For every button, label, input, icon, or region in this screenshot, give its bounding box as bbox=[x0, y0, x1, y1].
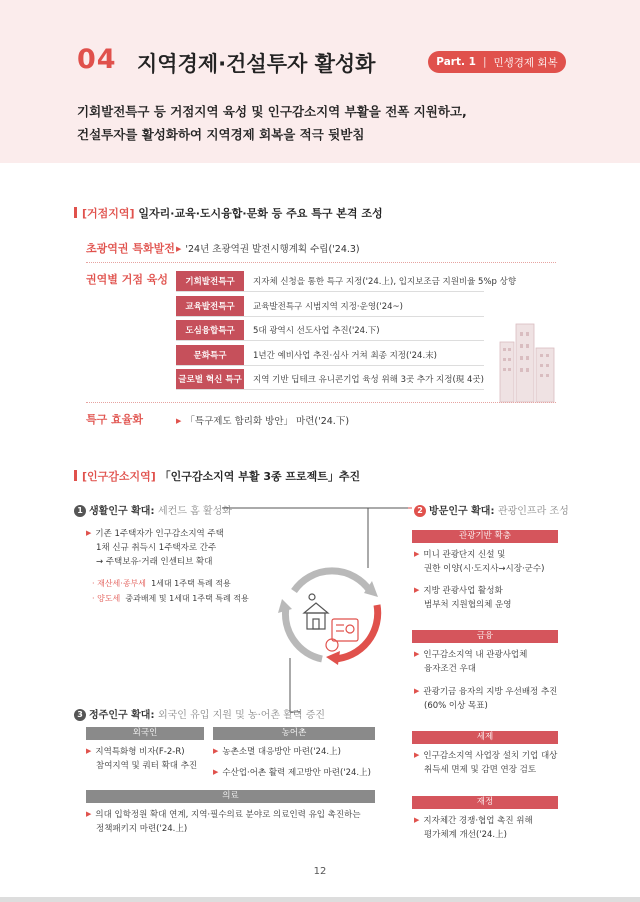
bottom-border bbox=[0, 897, 640, 902]
group-2-item-line: 권한 이양(시·도지사→시장·군수) bbox=[424, 564, 545, 574]
triangle-bullet-icon: ▶ bbox=[414, 687, 420, 695]
hub-heading-text: 일자리·교육·도시융합·문화 등 주요 특구 본격 조성 bbox=[138, 207, 383, 220]
group-2-item-line: (60% 이상 목표) bbox=[424, 701, 488, 711]
hub-row1-text: '24년 초광역권 발전시행계획 수립('24.3) bbox=[185, 244, 360, 255]
hub-row1-label: 초광역권 특화발전 bbox=[86, 242, 175, 255]
group-2-bar-tax: 세제 bbox=[412, 731, 558, 744]
section-number: 04 bbox=[77, 44, 117, 75]
tax-item-2 bbox=[92, 593, 249, 604]
group-3-rural-body bbox=[213, 744, 371, 780]
section-title: 지역경제·건설투자 활성화 bbox=[137, 52, 376, 76]
group-2-subtitle: 관광인프라 조성 bbox=[497, 506, 569, 517]
hub-table-value: 1년간 예비사업 추진·심사 거쳐 최종 지정('24.末) bbox=[253, 351, 437, 361]
group-number-badge: 3 bbox=[74, 709, 86, 721]
group-2-item-line: 범부처 지원협의체 운영 bbox=[424, 600, 512, 610]
group-1-title-text: 생활인구 확대: bbox=[89, 506, 155, 517]
group-2-item-line: ▶ 지방 관광사업 활성화 bbox=[414, 586, 503, 596]
group-2-item bbox=[414, 647, 527, 676]
triangle-bullet-icon: ▶ bbox=[414, 751, 420, 759]
tax-item-1-key: · 재산세·종부세 bbox=[92, 579, 146, 588]
triangle-bullet-icon: ▶ bbox=[176, 245, 182, 253]
group-2-item bbox=[414, 547, 544, 576]
group-number-badge: 2 bbox=[414, 505, 426, 517]
group-2-item bbox=[414, 583, 512, 612]
group-3-medical-body bbox=[86, 807, 361, 836]
triangle-bullet-icon: ▶ bbox=[414, 816, 420, 824]
group-3-title-text: 정주인구 확대: bbox=[89, 710, 155, 721]
group-2-title bbox=[414, 502, 569, 517]
intro-line-1: 기회발전특구 등 거점지역 육성 및 인구감소지역 부활을 전폭 지원하고, bbox=[77, 104, 467, 119]
tax-item-2-key: · 양도세 bbox=[92, 594, 121, 603]
pop-heading-text: 「인구감소지역 부활 3종 프로젝트」추진 bbox=[159, 470, 361, 483]
medical-line-2: 정책패키지 마련('24.上) bbox=[96, 824, 188, 834]
group-2-item-line: ▶ 인구감소지역 내 관광사업체 bbox=[414, 650, 528, 660]
group-2-item-line: ▶ 미니 관광단지 신설 및 bbox=[414, 550, 506, 560]
hub-tag: [거점지역] bbox=[82, 207, 135, 220]
part-name: 민생경제 회복 bbox=[493, 56, 558, 69]
page-number: 12 bbox=[313, 866, 327, 877]
group-3-bar-medical: 의료 bbox=[86, 790, 375, 803]
hub-row3-label: 특구 효율화 bbox=[86, 413, 143, 426]
group-3-bar-foreign: 외국인 bbox=[86, 727, 204, 740]
group-3-title bbox=[74, 706, 325, 721]
tax-item-2-value: 중과배제 및 1세대 1주택 특례 적용 bbox=[125, 594, 249, 603]
group-2-item-line: 취득세 면제 및 감면 연장 검토 bbox=[424, 765, 537, 775]
group-1-line-2: 1채 신규 취득시 1주택자로 간주 bbox=[96, 543, 217, 553]
hub-table-key: 문화특구 bbox=[176, 345, 244, 365]
hub-row3-text: 「특구제도 합리화 방안」 마련('24.下) bbox=[185, 416, 350, 427]
group-1-title bbox=[74, 502, 232, 517]
hub-table-value: 지역 기반 딥테크 유니콘기업 육성 위해 3곳 추가 지정(現 4곳) bbox=[253, 375, 484, 385]
group-2-item-line: ▶ 지자체간 경쟁·협업 촉진 위해 bbox=[414, 816, 533, 826]
group-2-item-line: ▶ 인구감소지역 사업장 설치 기업 대상 bbox=[414, 751, 558, 761]
medical-line-1: 의대 입학정원 확대 연계, 지역·필수의료 분야로 의료인력 유입 촉진하는 bbox=[95, 810, 361, 820]
hub-table-value: 지자체 신청을 통한 특구 지정('24.上), 입지보조금 지원비율 5%p 상향 bbox=[253, 277, 517, 287]
hub-table-key: 글로벌 혁신 특구 bbox=[176, 369, 244, 389]
group-2-bar-finance: 금융 bbox=[412, 630, 558, 643]
cycle-illustration-icon bbox=[272, 553, 392, 673]
part-label: Part. 1 bbox=[436, 56, 476, 68]
group-2-title-text: 방문인구 확대: bbox=[429, 506, 495, 517]
group-2-item-line: ▶ 관광기금 융자의 지방 우선배정 추진 bbox=[414, 687, 558, 697]
hub-table-value: 5대 광역시 선도사업 추진('24.下) bbox=[253, 326, 380, 336]
hub-table-key: 도심융합특구 bbox=[176, 320, 244, 340]
group-2-item bbox=[414, 684, 557, 713]
intro-line-2: 건설투자를 활성화하여 지역경제 회복을 적극 뒷받침 bbox=[77, 127, 365, 142]
group-1-body bbox=[86, 526, 224, 569]
group-2-item-line: 융자조건 우대 bbox=[424, 664, 476, 674]
group-2-bar-tourism: 관광기반 확충 bbox=[412, 530, 558, 543]
group-1-line-3: → 주택보유·거래 인센티브 확대 bbox=[96, 557, 213, 567]
triangle-bullet-icon: ▶ bbox=[86, 747, 92, 755]
group-2-item bbox=[414, 748, 557, 777]
rural-item-1: 농촌소멸 대응방안 마련('24.上) bbox=[222, 747, 341, 757]
hub-row2-label: 권역별 거점 육성 bbox=[86, 273, 169, 286]
tax-item-1-value: 1세대 1주택 특례 적용 bbox=[151, 579, 231, 588]
triangle-bullet-icon: ▶ bbox=[213, 747, 219, 755]
tax-item-1 bbox=[92, 578, 231, 589]
group-1-line-1: 기존 1주택자가 인구감소지역 주택 bbox=[95, 529, 224, 539]
triangle-bullet-icon: ▶ bbox=[414, 650, 420, 658]
hub-table-key: 기회발전특구 bbox=[176, 271, 244, 291]
group-2-item-line: 평가체계 개선('24.上) bbox=[424, 830, 507, 840]
group-number-badge: 1 bbox=[74, 505, 86, 517]
rural-item-2: 수산업·어촌 활력 제고방안 마련('24.上) bbox=[222, 768, 371, 778]
triangle-bullet-icon: ▶ bbox=[213, 768, 219, 776]
group-3-subtitle: 외국인 유입 지원 및 농·어촌 활력 증진 bbox=[157, 710, 326, 721]
group-3-foreign-body bbox=[86, 744, 197, 773]
group-2-item bbox=[414, 813, 533, 842]
triangle-bullet-icon: ▶ bbox=[176, 417, 182, 425]
group-3-bar-rural: 농어촌 bbox=[213, 727, 375, 740]
triangle-bullet-icon: ▶ bbox=[86, 529, 92, 537]
group-1-subtitle: 세컨드 홈 활성화 bbox=[157, 506, 232, 517]
hub-table-value: 교육발전특구 시범지역 지정·운영('24~) bbox=[253, 302, 403, 312]
triangle-bullet-icon: ▶ bbox=[414, 586, 420, 594]
group-2-bar-fiscal: 재정 bbox=[412, 796, 558, 809]
foreign-line-1: 지역특화형 비자(F-2-R) bbox=[95, 747, 185, 757]
pop-tag: [인구감소지역] bbox=[82, 470, 156, 483]
triangle-bullet-icon: ▶ bbox=[86, 810, 92, 818]
hub-table-key: 교육발전특구 bbox=[176, 296, 244, 316]
foreign-line-2: 참여지역 및 쿼터 확대 추진 bbox=[96, 761, 198, 771]
part-separator: | bbox=[482, 56, 487, 68]
triangle-bullet-icon: ▶ bbox=[414, 550, 420, 558]
